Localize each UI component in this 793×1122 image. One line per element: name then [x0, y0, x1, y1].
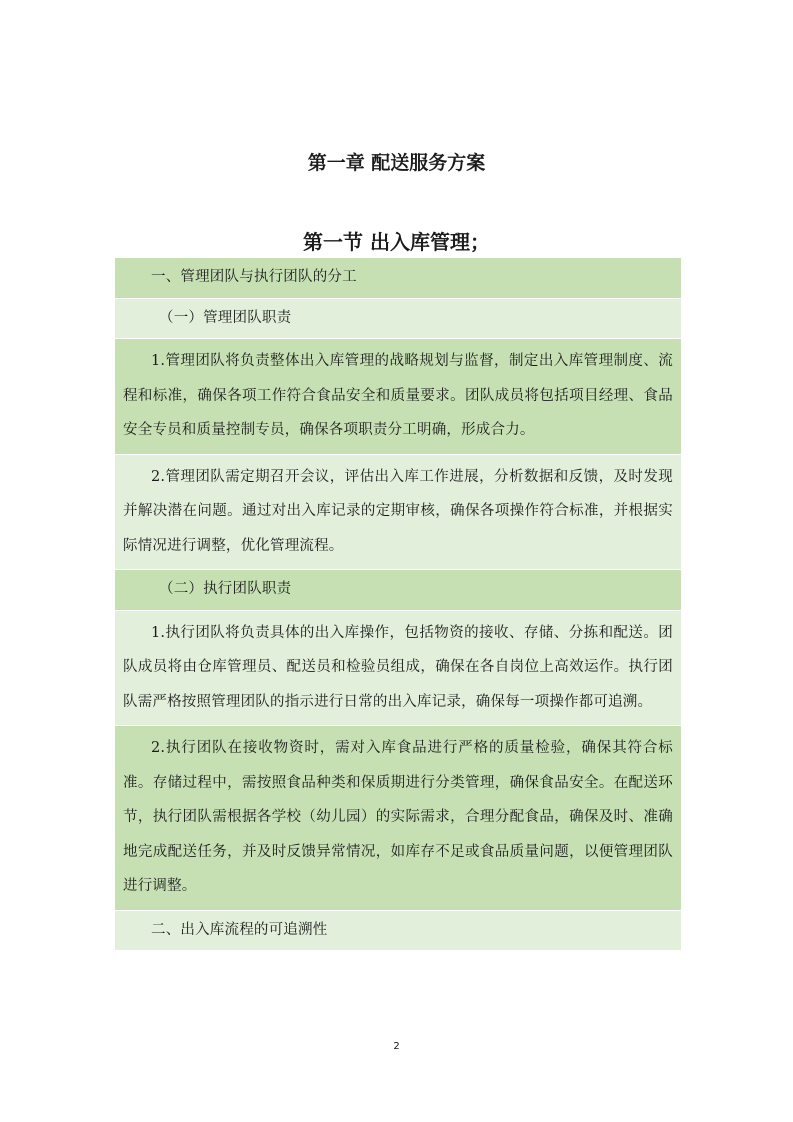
- page-number: 2: [393, 1041, 400, 1052]
- paragraph-management-2: 2.管理团队需定期召开会议，评估出入库工作进展，分析数据和反馈，及时发现并解决潜在问题。通过对出入库记录的定期审核，确保各项操作符合标准，并根据实际情况进行调整，优化管理流程。: [115, 455, 681, 571]
- document-body: [115, 258, 681, 951]
- subheading-execution-duties: （二）执行团队职责: [115, 570, 681, 611]
- paragraph-execution-1: 1.执行团队将负责具体的出入库操作，包括物资的接收、存储、分拣和配送。团队成员将由仓库管理员、配送员和检验员组成，确保在各自岗位上高效运作。执行团队需严格按照管理团队的指示进行日常的出入库记录，确保每一项操作都可追溯。: [115, 611, 681, 727]
- subheading-management-duties: （一）管理团队职责: [115, 299, 681, 340]
- heading-traceability: 二、出入库流程的可追溯性: [115, 911, 681, 952]
- chapter-title: 第一章 配送服务方案: [307, 152, 486, 174]
- paragraph-management-1: 1.管理团队将负责整体出入库管理的战略规划与监督，制定出入库管理制度、流程和标准，确保各项工作符合食品安全和质量要求。团队成员将包括项目经理、食品安全专员和质量控制专员，确保各项职责分工明确，形成合力。: [115, 339, 681, 455]
- section-title: 第一节 出入库管理；: [303, 230, 490, 254]
- paragraph-execution-2: 2.执行团队在接收物资时，需对入库食品进行严格的质量检验，确保其符合标准。存储过程中，需按照食品种类和保质期进行分类管理，确保食品安全。在配送环节，执行团队需根据各学校（幼儿园）的实际需求，合理分配食品，确保及时、准确地完成配送任务，并及时反馈异常情况，如库存不足或食品质量问题，以便管理团队进行调整。: [115, 726, 681, 911]
- heading-division-of-labor: 一、管理团队与执行团队的分工: [115, 258, 681, 299]
